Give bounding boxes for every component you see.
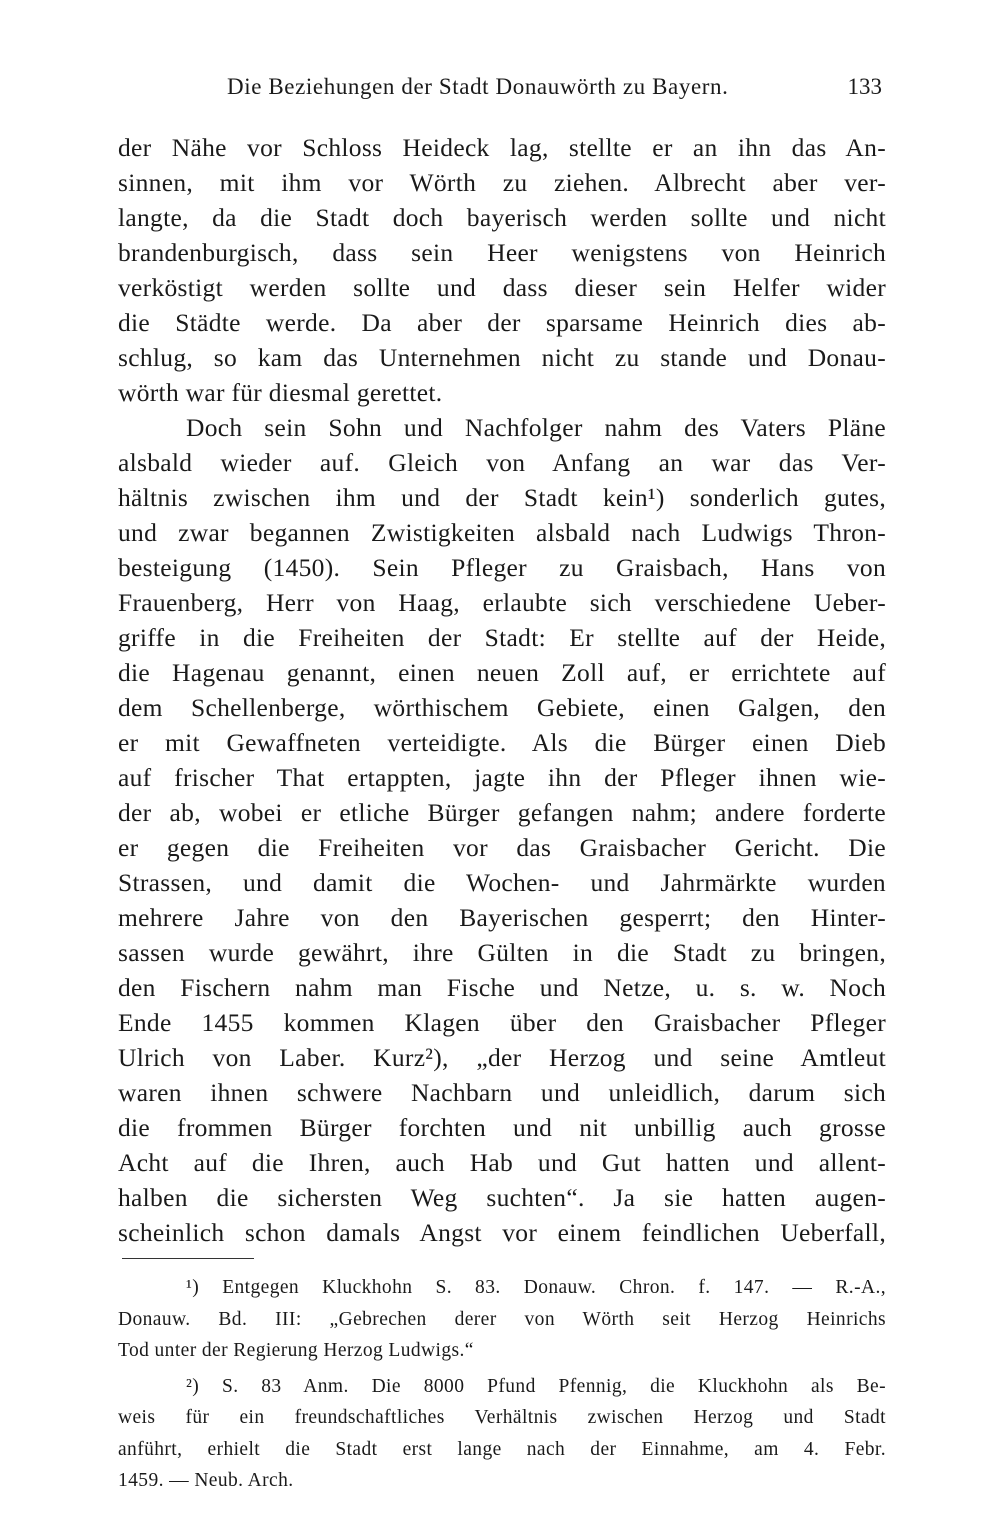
text-line: dem Schellenberge, wörthischem Gebiete, einen Galgen, den — [118, 693, 886, 722]
text-line: langte, da die Stadt doch bayerisch werden sollte und nicht — [118, 203, 886, 232]
text-line: scheinlich schon damals Angst vor einem feindlichen Ueberfall, — [118, 1218, 886, 1247]
footnote-separator — [122, 1258, 254, 1259]
text-line: der Nähe vor Schloss Heideck lag, stellte er an ihn das An- — [118, 133, 886, 162]
text-line: Ulrich von Laber. Kurz²), „der Herzog und seine Amtleut — [118, 1043, 886, 1072]
text-line: sinnen, mit ihm vor Wörth zu ziehen. Albrecht aber ver- — [118, 168, 886, 197]
footnote-line: 1459. — Neub. Arch. — [118, 1470, 294, 1491]
text-line: der ab, wobei er etliche Bürger gefangen nahm; andere forderte — [118, 798, 886, 827]
text-line: waren ihnen schwere Nachbarn und unleidlich, darum sich — [118, 1078, 886, 1107]
text-line: Ende 1455 kommen Klagen über den Graisbacher Pfleger — [118, 1008, 886, 1037]
footnote-line: weis für ein freundschaftliches Verhältnis zwischen Herzog und Stadt — [118, 1407, 886, 1428]
footnote-line: Tod unter der Regierung Herzog Ludwigs.“ — [118, 1340, 474, 1361]
text-line: griffe in die Freiheiten der Stadt: Er stellte auf der Heide, — [118, 623, 886, 652]
text-line: halben die sichersten Weg suchten“. Ja sie hatten augen- — [118, 1183, 886, 1212]
text-line: die frommen Bürger forchten und nit unbillig auch grosse — [118, 1113, 886, 1142]
text-line: den Fischern nahm man Fische und Netze, u. s. w. Noch — [118, 973, 886, 1002]
text-line: und zwar begannen Zwistigkeiten alsbald nach Ludwigs Thron- — [118, 518, 886, 547]
text-line: Acht auf die Ihren, auch Hab und Gut hatten und allent- — [118, 1148, 886, 1177]
text-line: Frauenberg, Herr von Haag, erlaubte sich verschiedene Ueber- — [118, 588, 886, 617]
text-line: hältnis zwischen ihm und der Stadt kein¹) sonderlich gutes, — [118, 483, 886, 512]
text-line: er gegen die Freiheiten vor das Graisbacher Gericht. Die — [118, 833, 886, 862]
footnote-line: ²) S. 83 Anm. Die 8000 Pfund Pfennig, die Kluckhohn als Be- — [186, 1375, 886, 1397]
text-line: er mit Gewaffneten verteidigte. Als die Bürger einen Dieb — [118, 728, 886, 757]
text-line: Strassen, und damit die Wochen- und Jahrmärkte wurden — [118, 868, 886, 897]
text-line: verköstigt werden sollte und dass dieser sein Helfer wider — [118, 273, 886, 302]
text-line: brandenburgisch, dass sein Heer wenigstens von Heinrich — [118, 238, 886, 267]
text-line: schlug, so kam das Unternehmen nicht zu stande und Donau- — [118, 343, 886, 372]
footnote-line: ¹) Entgegen Kluckhohn S. 83. Donauw. Chron. f. 147. — R.-A., — [186, 1277, 886, 1298]
text-line: besteigung (1450). Sein Pfleger zu Graisbach, Hans von — [118, 553, 886, 582]
page-number: 133 — [847, 74, 882, 99]
text-line: wörth war für diesmal gerettet. — [118, 378, 443, 407]
text-line: auf frischer That ertappten, jagte ihn der Pfleger ihnen wie- — [118, 763, 886, 792]
running-header — [118, 70, 888, 110]
text-line: die Hagenau genannt, einen neuen Zoll auf, er errichtete auf — [118, 658, 886, 687]
header-title: Die Beziehungen der Stadt Donauwörth zu Bayern. — [227, 74, 729, 99]
paragraph-start-line: Doch sein Sohn und Nachfolger nahm des Vaters Pläne — [186, 413, 886, 442]
footnote-line: anführt, erhielt die Stadt erst lange nach der Einnahme, am 4. Febr. — [118, 1438, 886, 1460]
text-line: alsbald wieder auf. Gleich von Anfang an war das Ver- — [118, 448, 886, 477]
text-line: die Städte werde. Da aber der sparsame Heinrich dies ab- — [118, 308, 886, 337]
body-text — [118, 130, 886, 1250]
text-line: sassen wurde gewährt, ihre Gülten in die Stadt zu bringen, — [118, 938, 886, 967]
footnotes — [118, 1272, 886, 1497]
text-line: mehrere Jahre von den Bayerischen gesperrt; den Hinter- — [118, 903, 886, 932]
footnote-line: Donauw. Bd. III: „Gebrechen derer von Wörth seit Herzog Heinrichs — [118, 1308, 886, 1330]
